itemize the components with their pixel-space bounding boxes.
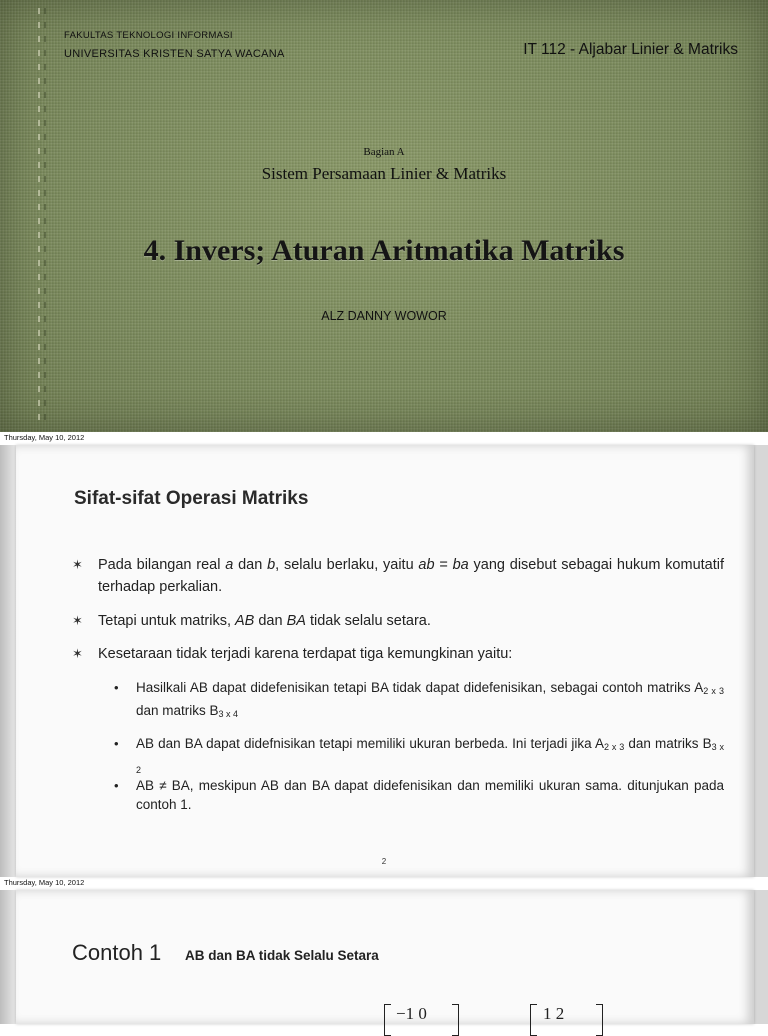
date-stamp: Thursday, May 10, 2012 <box>4 878 85 887</box>
matrix-b-row: 1 2 <box>543 1004 565 1023</box>
course-label: IT 112 - Aljabar Linier & Matriks <box>523 41 738 58</box>
part-label: Bagian A <box>363 146 405 158</box>
example-subtitle: AB dan BA tidak Selalu Setara <box>185 948 379 963</box>
dot-bullet-icon: • <box>114 736 119 751</box>
sub-bullet-item: • AB ≠ BA, meskipun AB dan BA dapat didefenisikan dan memiliki ukuran sama. ditunjukan pada contoh 1. <box>114 778 724 812</box>
page-number: 2 <box>381 857 387 866</box>
star-bullet-icon: ✶ <box>72 646 83 661</box>
sub-bullet-item: • Hasilkali AB dapat didefenisikan tetapi BA tidak dapat didefenisikan, sebagai contoh matriks $A_{2 x 3}$ dan matriks $B_{3 x 4}$ <box>114 680 724 719</box>
dot-bullet-icon: • <box>114 778 119 793</box>
part-title: Sistem Persamaan Linier & Matriks <box>261 164 507 183</box>
author-label: ALZ DANNY WOWOR <box>321 309 447 323</box>
matrix-b-right-bracket <box>596 1004 603 1036</box>
example-title: Contoh 1 <box>72 940 162 965</box>
faculty-label: FAKULTAS TEKNOLOGI INFORMASI <box>64 30 233 41</box>
matrix-a-right-bracket <box>452 1004 459 1036</box>
university-label: UNIVERSITAS KRISTEN SATYA WACANA <box>64 48 285 60</box>
dot-bullet-icon: • <box>114 680 119 695</box>
bullet-item: ✶ Pada bilangan real a dan b, selalu berlaku, yaitu ab = ba yang disebut sebagai hukum komutatif terhadap perkalian. <box>72 554 724 598</box>
matrix-b-left-bracket <box>530 1004 537 1036</box>
matrix-a-left-bracket <box>384 1004 391 1036</box>
slide-heading: Sifat-sifat Operasi Matriks <box>74 488 309 509</box>
binding-stitch <box>38 8 40 428</box>
binding-stitch-shadow <box>44 8 46 428</box>
sub-bullet-item: • AB dan BA dapat didefnisikan tetapi memiliki ukuran berbeda. Ini terjadi jika $A_{2 x 3}$ dan matriks $B_{3 x 2}$ <box>114 736 725 775</box>
star-bullet-icon: ✶ <box>72 557 83 572</box>
date-stamp: Thursday, May 10, 2012 <box>4 433 85 442</box>
star-bullet-icon: ✶ <box>72 613 83 628</box>
bullet-item: ✶ Tetapi untuk matriks, AB dan BA tidak selalu setara. <box>72 610 724 632</box>
bullet-item: ✶ Kesetaraan tidak terjadi karena terdapat tiga kemungkinan yaitu: <box>72 643 724 665</box>
title-slide <box>0 0 768 432</box>
matrix-a-row: −1 0 <box>396 1004 427 1023</box>
slide-title: 4. Invers; Aturan Aritmatika Matriks <box>143 234 625 267</box>
